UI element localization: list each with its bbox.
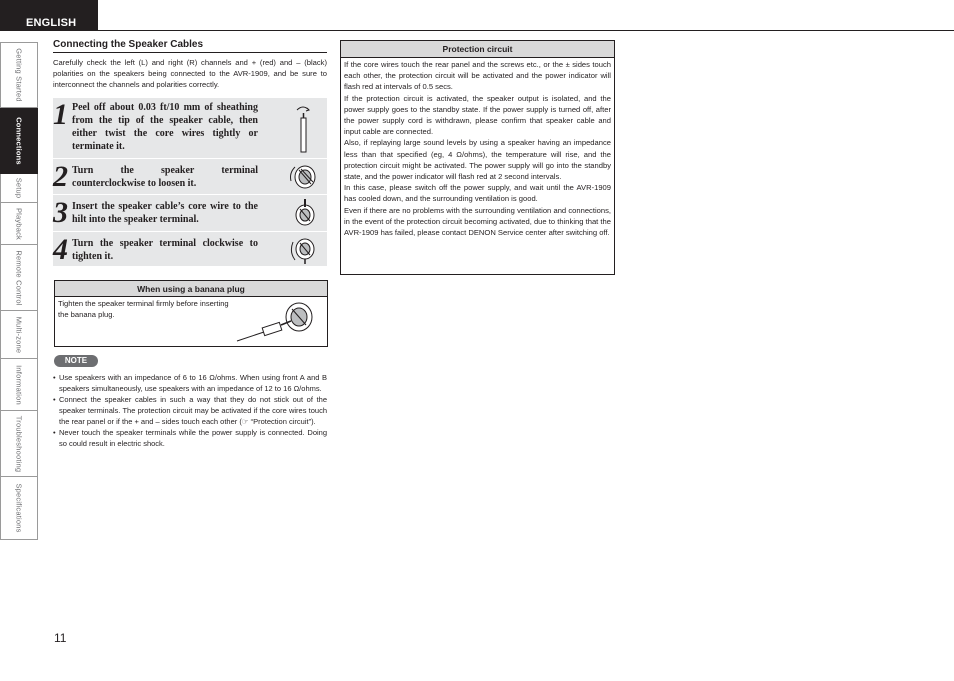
banana-plug-box [54,280,328,347]
step-number: 3 [53,196,68,229]
step-number: 1 [53,98,68,131]
protection-circuit-body [341,58,614,238]
step-3 [53,195,327,232]
sidebar-item-label: Getting Started [14,48,24,102]
note-item: • Use speakers with an impedance of 6 to 16 Ω/ohms. When using front A and B speakers simultaneously, use speakers with an impedance of 12 to 16 Ω/ohms. [53,372,327,394]
sidebar-item-connections[interactable] [0,108,38,174]
sidebar-item-getting-started[interactable] [0,42,38,108]
protection-paragraph: In this case, please switch off the power supply, and wait until the AVR-1909 has cooled down, and the surrounding ventilation is good. [344,183,611,204]
protection-paragraph: Even if there are no problems with the surrounding ventilation and connections, in the event of the protection circuit becoming activated, due to thinking that the AVR-1909 has failed, please contact DENON Service center after switching off. [344,205,611,238]
step-text: Turn the speaker terminal clockwise to tighten it. [72,238,258,262]
banana-plug-text: Tighten the speaker terminal firmly before inserting the banana plug. [58,299,229,319]
protection-paragraph: Also, if replaying large sound levels by using a speaker having an impedance less than that specified (eg, 4 Ω/ohms), the temperature will rise, and the protection circuit might be activated. The power supply will go into the standby state, and the power indicator will flash red at 2 second intervals. [344,138,611,182]
sidebar-item-remote-control[interactable] [0,245,38,311]
banana-plug-title: When using a banana plug [55,281,327,297]
step-text: Turn the speaker terminal counterclockwise to loosen it. [72,165,258,189]
sidebar-item-troubleshooting[interactable] [0,411,38,477]
step-1 [53,98,327,159]
note-item: • Connect the speaker cables in such a way that they do not stick out of the speaker terminals. The protection circuit may be activated if the core wires touch the rear panel or if the + and – sides touch each other (☞ “Protection circuit”). [53,394,327,427]
sidebar-item-setup[interactable] [0,174,38,203]
sidebar-item-playback[interactable] [0,203,38,245]
banana-plug-illustration [233,301,323,345]
sidebar-item-label: Remote Control [14,249,24,306]
sidebar-item-label: Information [14,364,24,405]
sidebar-item-label: Connections [14,116,24,165]
section-rule [53,52,327,53]
protection-circuit-title: Protection circuit [341,41,614,58]
step-text: Peel off about 0.03 ft/10 mm of sheathing from the tip of the speaker cable, then either twist the core wires tightly or terminate it. [72,102,258,152]
sidebar-item-label: Troubleshooting [14,415,24,472]
page-number: 11 [54,631,67,645]
language-tab [0,0,98,30]
terminal-tighten-illustration [283,234,323,265]
wire-insert-illustration [283,197,323,230]
sidebar-item-information[interactable] [0,359,38,411]
step-text: Insert the speaker cable’s core wire to the hilt into the speaker terminal. [72,201,258,225]
sidebar-item-label: Playback [14,207,24,240]
sidebar-item-label: Specifications [14,483,24,533]
sidebar-item-label: Setup [14,177,24,199]
cable-strip-illustration [283,100,323,156]
language-label: ENGLISH [26,17,77,29]
note-badge: NOTE [54,355,98,367]
steps-list [53,98,327,267]
notes-list [53,372,327,449]
terminal-loosen-illustration [283,161,323,193]
step-number: 4 [53,233,68,266]
sidebar-item-label: Multi-zone [14,316,24,353]
step-4 [53,232,327,267]
sidebar-item-specifications[interactable] [0,477,38,540]
protection-paragraph: If the core wires touch the rear panel and the screws etc., or the ± sides touch each other, the protection circuit will be activated and the power indicator will flash red at intervals of 0.5 secs. [344,60,611,92]
protection-paragraph: If the protection circuit is activated, the speaker output is isolated, and the power supply goes to the standby state. If the power supply is turned off, after the power supply cord is withdrawn, please confirm that speaker cable and input cable are connected. [344,93,611,137]
protection-circuit-box [340,40,615,275]
note-item: • Never touch the speaker terminals while the power supply is connected. Doing so could result in electric shock. [53,427,327,449]
step-number: 2 [53,160,68,193]
sidebar-item-multi-zone[interactable] [0,311,38,359]
step-2 [53,159,327,195]
section-title: Connecting the Speaker Cables [53,39,204,50]
header-rule [0,30,954,31]
section-intro: Carefully check the left (L) and right (R) channels and + (red) and – (black) polarities on the speakers being connected to the AVR-1909, and be sure to interconnect the channels and polarities correctly. [53,58,327,90]
sidebar [0,42,38,540]
